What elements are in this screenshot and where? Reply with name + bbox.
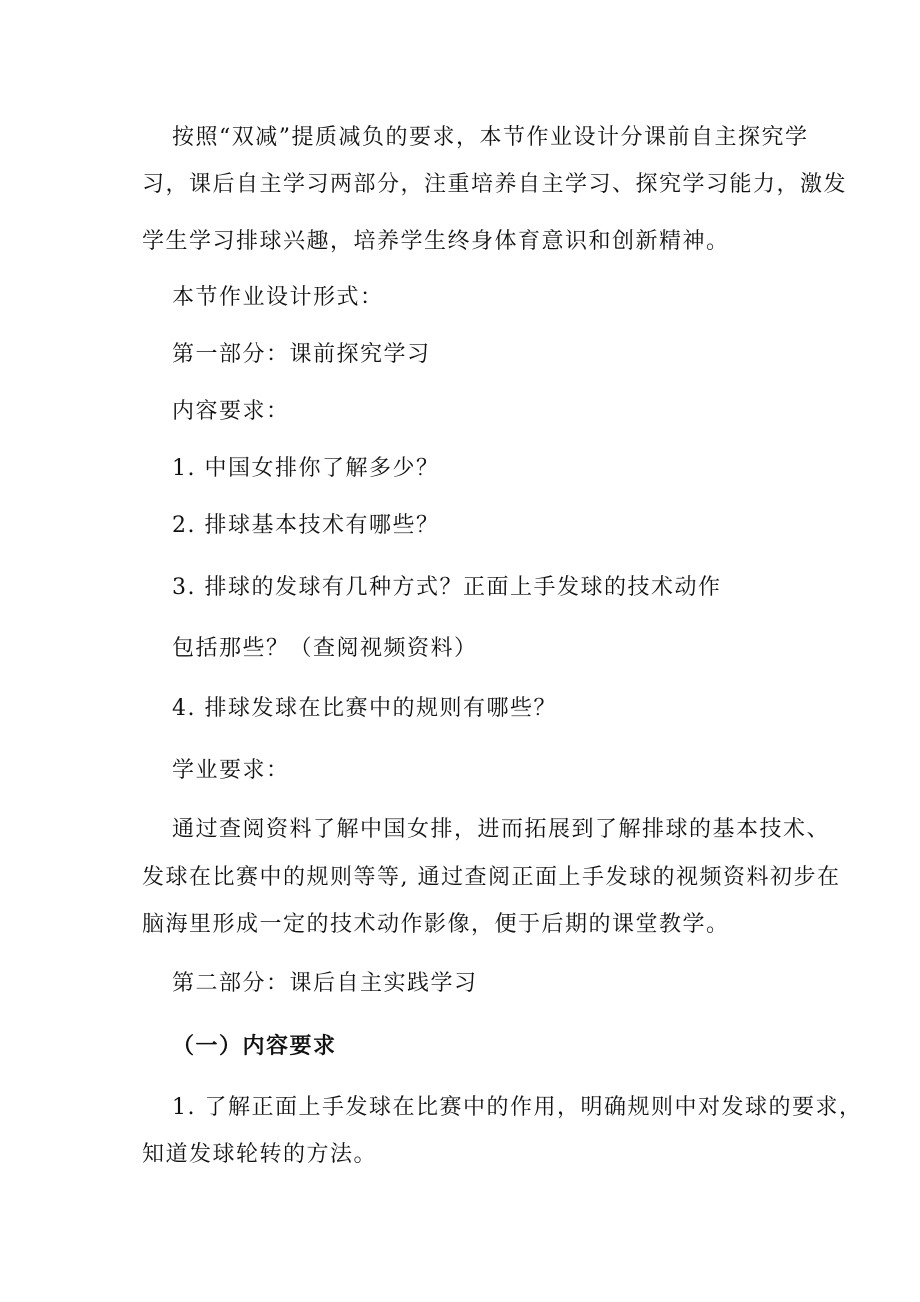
part1-item: 2. 排球基本技术有哪些？ bbox=[172, 513, 440, 538]
part1-study-label: 学业要求： bbox=[172, 758, 290, 783]
part1-item: 4. 排球发球在比赛中的规则有哪些？ bbox=[172, 696, 557, 721]
part1-heading: 第一部分：课前探究学习 bbox=[172, 342, 431, 367]
intro-line-2: 习，课后自主学习两部分，注重培养自主学习、探究学习能力，激发 bbox=[142, 172, 848, 197]
form-heading: 本节作业设计形式： bbox=[172, 285, 384, 310]
intro-line-3: 学生学习排球兴趣，培养学生终身体育意识和创新精神。 bbox=[142, 229, 730, 254]
part2-item1-line-1: 1. 了解正面上手发球在比赛中的作用，明确规则中对发球的要求， bbox=[172, 1095, 863, 1120]
intro-line-1: 按照“双减”提质减负的要求，本节作业设计分课前自主探究学 bbox=[172, 125, 809, 150]
part1-item: 3. 排球的发球有几种方式？正面上手发球的技术动作 bbox=[172, 575, 722, 600]
part2-item1-line-2: 知道发球轮转的方法。 bbox=[142, 1142, 378, 1167]
part1-content-label: 内容要求： bbox=[172, 399, 290, 424]
part1-item: 包括那些？（查阅视频资料） bbox=[172, 636, 478, 661]
part1-item: 1. 中国女排你了解多少？ bbox=[172, 456, 440, 481]
part2-subheading: （一）内容要求 bbox=[172, 1033, 337, 1059]
study-text-line-3: 脑海里形成一定的技术动作影像，便于后期的课堂教学。 bbox=[142, 912, 730, 937]
part2-heading: 第二部分：课后自主实践学习 bbox=[172, 971, 478, 996]
study-text-line-1: 通过查阅资料了解中国女排，进而拓展到了解排球的基本技术、 bbox=[172, 817, 831, 842]
study-text-line-2: 发球在比赛中的规则等等, 通过查阅正面上手发球的视频资料初步在 bbox=[142, 865, 841, 890]
